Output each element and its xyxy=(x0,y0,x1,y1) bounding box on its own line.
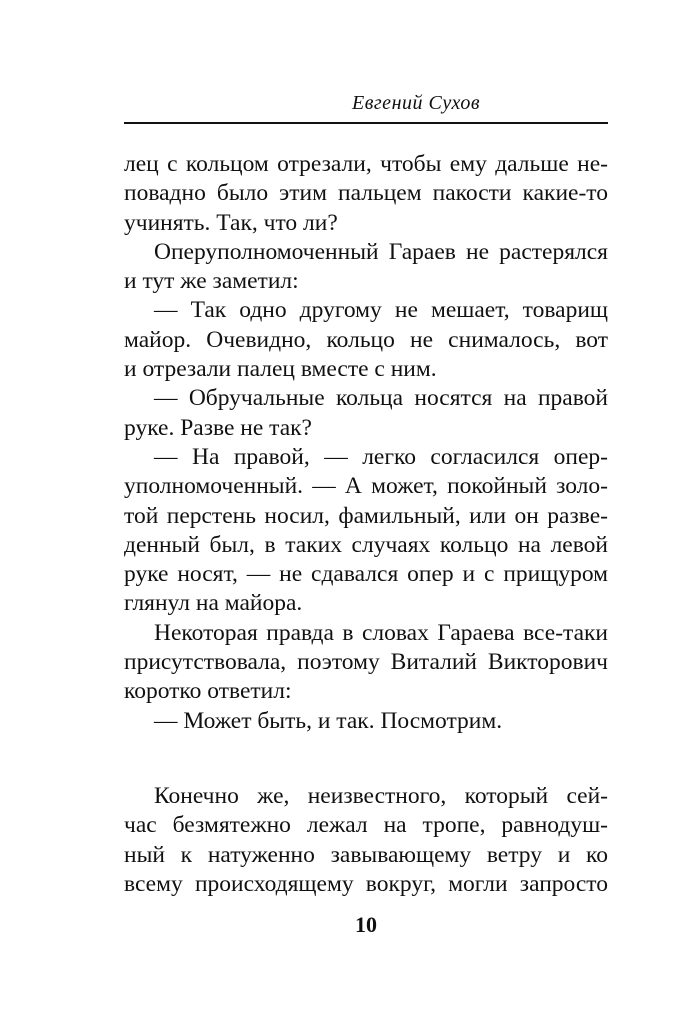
text-line: всему происходящему вокруг, могли запросто xyxy=(124,870,608,897)
text-line: той перстень носил, фамильный, или он разве- xyxy=(124,502,608,529)
text-line: денный был, в таких случаях кольцо на левой xyxy=(124,531,608,558)
running-head xyxy=(124,88,608,124)
text-line: уполномоченный. — А может, покойный золо- xyxy=(124,473,608,500)
text-line: и тут же заметил: xyxy=(124,268,299,295)
book-page xyxy=(124,0,608,1033)
text-line: коротко ответил: xyxy=(124,678,292,705)
text-line: лец с кольцом отрезали, чтобы ему дальше не- xyxy=(124,151,608,177)
text-line: ный к натуженно завывающему ветру и ко xyxy=(124,841,608,868)
page-number: 10 xyxy=(355,912,377,937)
text-line: час безмятежно лежал на тропе, равнодуш- xyxy=(124,812,608,839)
text-line: — Может быть, и так. Посмотрим. xyxy=(154,707,503,734)
text-line: майор. Очевидно, кольцо не снималось, вот xyxy=(124,326,608,353)
author-name: Евгений Сухов xyxy=(351,92,480,114)
text-line: — Так одно другому не мешает, товарищ xyxy=(154,297,608,324)
text-line: Некоторая правда в словах Гараева все-таки xyxy=(154,619,608,646)
text-line: учинять. Так, что ли? xyxy=(124,209,338,236)
text-line: — Обручальные кольца носятся на правой xyxy=(154,385,608,412)
text-line: — На правой, — легко согласился опер- xyxy=(154,443,608,470)
text-line: Конечно же, неизвестного, который сей- xyxy=(154,782,608,809)
text-line: руке. Разве не так? xyxy=(124,414,312,441)
text-line: присутствовала, поэтому Виталий Викторович xyxy=(124,649,608,676)
text-line: и отрезали палец вместе с ним. xyxy=(124,356,437,383)
text-line: повадно было этим пальцем пакости какие-то xyxy=(124,180,608,207)
text-line: руке носят, — не сдавался опер и с прищуром xyxy=(124,561,608,588)
text-line: глянул на майора. xyxy=(124,590,303,617)
section-break xyxy=(124,736,608,782)
body-text xyxy=(124,150,608,899)
text-line: Оперуполномоченный Гараев не растерялся xyxy=(154,238,608,265)
